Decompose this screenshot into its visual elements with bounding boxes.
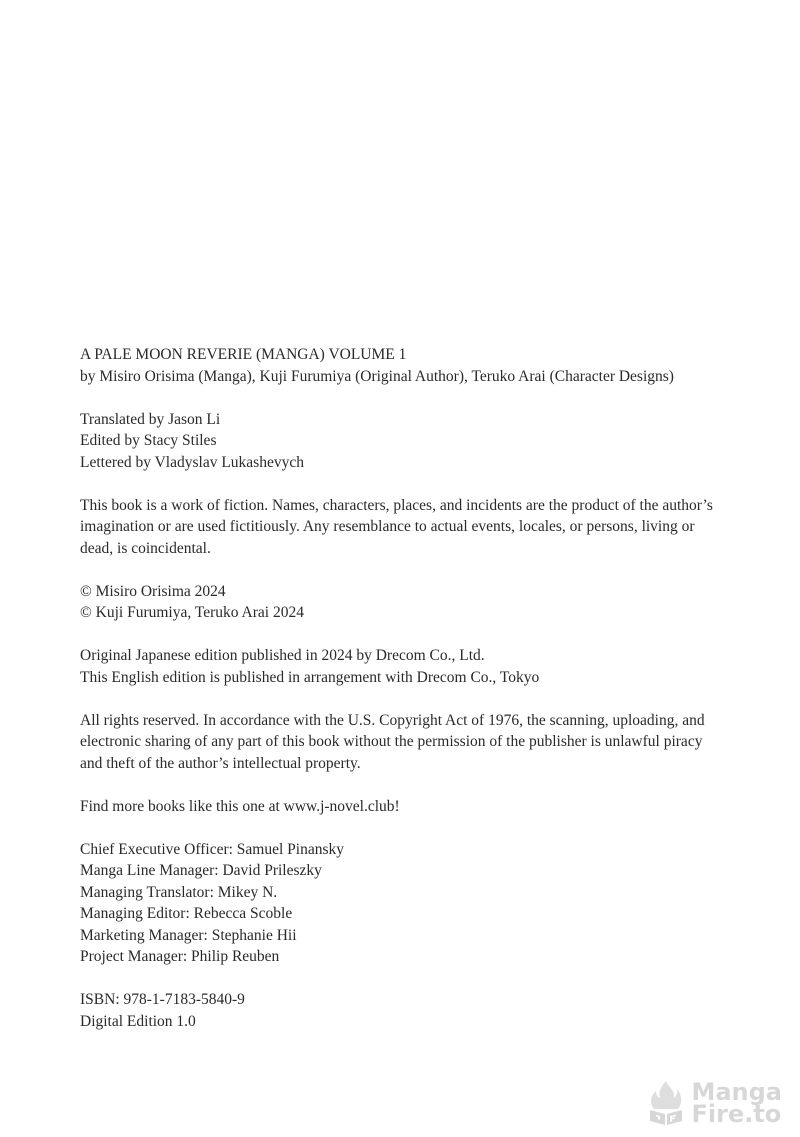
rights-notice [80,710,720,775]
letterer-credit: Lettered by Vladyslav Lukashevych [80,453,304,471]
edition-version: Digital Edition 1.0 [80,1012,196,1030]
management-credits [80,839,720,968]
watermark-line-1: Manga [691,1078,782,1106]
promo [80,796,720,818]
flame-book-icon [647,1079,685,1127]
english-edition-line: This English edition is published in arrangement with Drecom Co., Tokyo [80,668,540,686]
publication-info [80,989,720,1032]
copyright-line: © Kuji Furumiya, Teruko Arai 2024 [80,604,304,621]
isbn: ISBN: 978-1-7183-5840-9 [80,991,245,1008]
watermark [647,1079,782,1127]
watermark-text [691,1078,782,1128]
copyright-line: © Misiro Orisima 2024 [80,582,226,600]
copyright-page [80,344,720,1054]
translator-credit: Translated by Jason Li [80,410,221,428]
management-credit: Managing Translator: Mikey N. [80,883,278,901]
watermark-line-2: Fire.to [691,1100,782,1128]
staff-credits [80,409,720,474]
management-credit: Managing Editor: Rebecca Scoble [80,905,293,922]
management-credit: Manga Line Manager: David Prileszky [80,862,322,879]
editor-credit: Edited by Stacy Stiles [80,432,217,449]
book-title: A PALE MOON REVERIE (MANGA) VOLUME 1 [80,346,407,363]
fiction-notice-text: This book is a work of fiction. Names, characters, places, and incidents are the product of the author’s imagination or are used fictitiously. Any resemblance to actual events, locales, or persons, living or dead, is coincidental. [80,496,713,557]
original-edition-line: Original Japanese edition published in 2024 by Drecom Co., Ltd. [80,647,485,664]
management-credit: Marketing Manager: Stephanie Hii [80,926,297,944]
rights-notice-text: All rights reserved. In accordance with the U.S. Copyright Act of 1976, the scanning, uploading, and electronic sharing of any part of this book without the permission of the publisher is unlawful piracy and theft of the author’s intellectual property. [80,711,705,772]
management-credit: Chief Executive Officer: Samuel Pinansky [80,840,345,858]
title-block [80,344,720,387]
management-credit: Project Manager: Philip Reuben [80,948,280,965]
promo-text: Find more books like this one at www.j-novel.club! [80,797,400,815]
copyright-notices [80,581,720,624]
edition-info [80,645,720,688]
author-credits: by Misiro Orisima (Manga), Kuji Furumiya (Original Author), Teruko Arai (Character Designs) [80,367,674,385]
fiction-notice [80,495,720,560]
